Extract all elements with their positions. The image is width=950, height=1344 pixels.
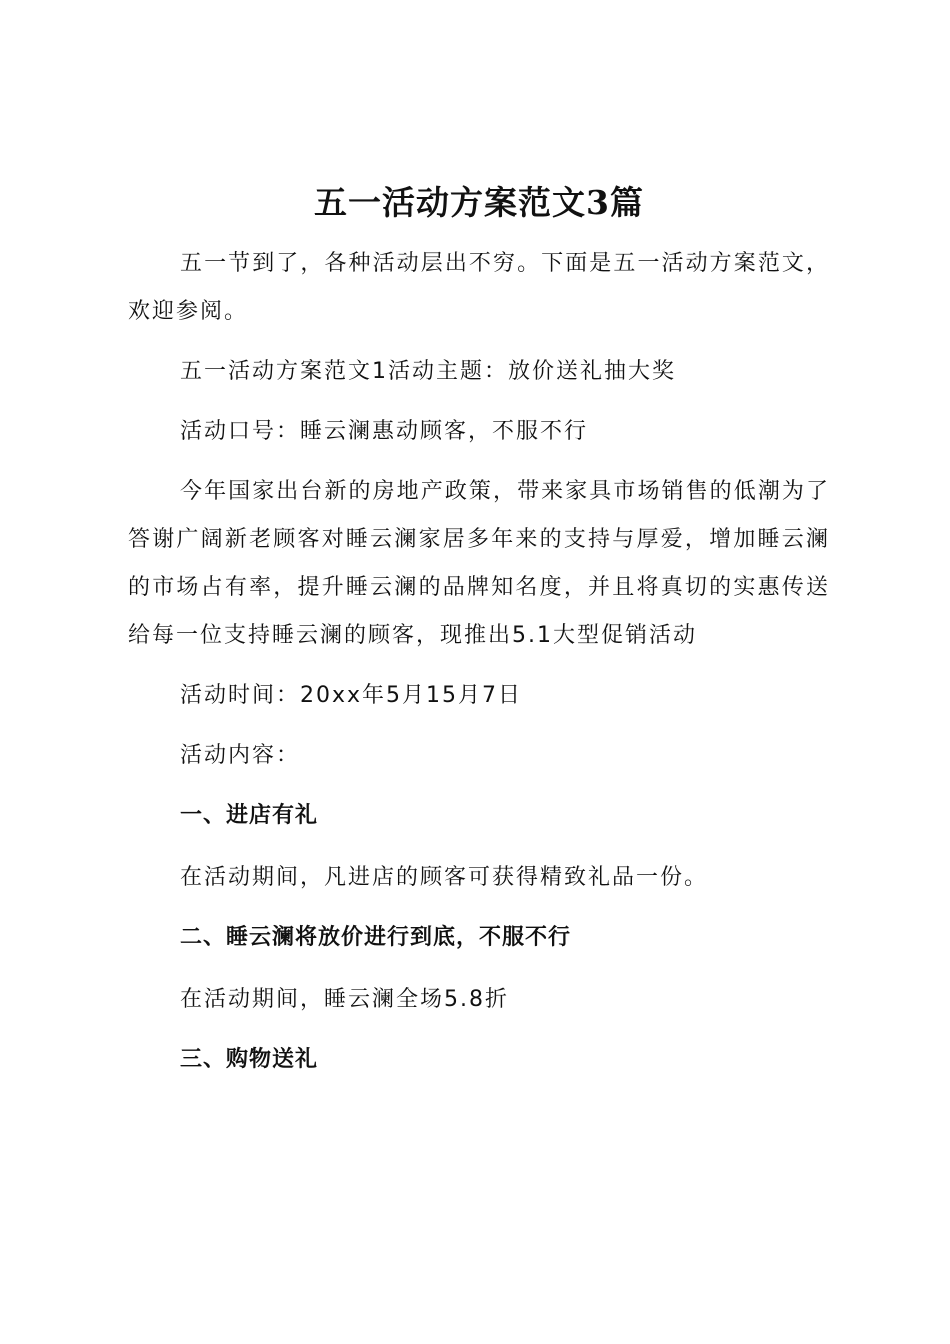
section-1-text: 在活动期间，凡进店的顾客可获得精致礼品一份。 [180, 865, 709, 890]
theme-paragraph: 五一活动方案范文1活动主题：放价送礼抽大奖 [180, 359, 676, 384]
section-2-heading: 二、睡云澜将放价进行到底，不服不行 [180, 925, 572, 950]
section-3-heading: 三、购物送礼 [180, 1047, 319, 1072]
content-label: 活动内容： [180, 743, 301, 768]
intro-paragraph: 五一节到了，各种活动层出不穷。下面是五一活动方案范文，欢迎参阅。 [128, 251, 830, 324]
time-paragraph: 活动时间：20xx年5月15月7日 [180, 683, 523, 708]
background-paragraph: 今年国家出台新的房地产政策，带来家具市场销售的低潮为了答谢广阔新老顾客对睡云澜家居多年来的支持与厚爱，增加睡云澜的市场占有率，提升睡云澜的品牌知名度，并且将真切的实惠传送给每一位支持睡云澜的顾客，现推出5.1大型促销活动 [128, 479, 830, 648]
section-1-heading: 一、进店有礼 [180, 803, 319, 828]
section-2-text: 在活动期间，睡云澜全场5.8折 [180, 987, 509, 1012]
document-title: 五一活动方案范文3篇 [314, 183, 644, 222]
document-content [128, 178, 830, 1098]
slogan-paragraph: 活动口号：睡云澜惠动顾客，不服不行 [180, 419, 589, 444]
